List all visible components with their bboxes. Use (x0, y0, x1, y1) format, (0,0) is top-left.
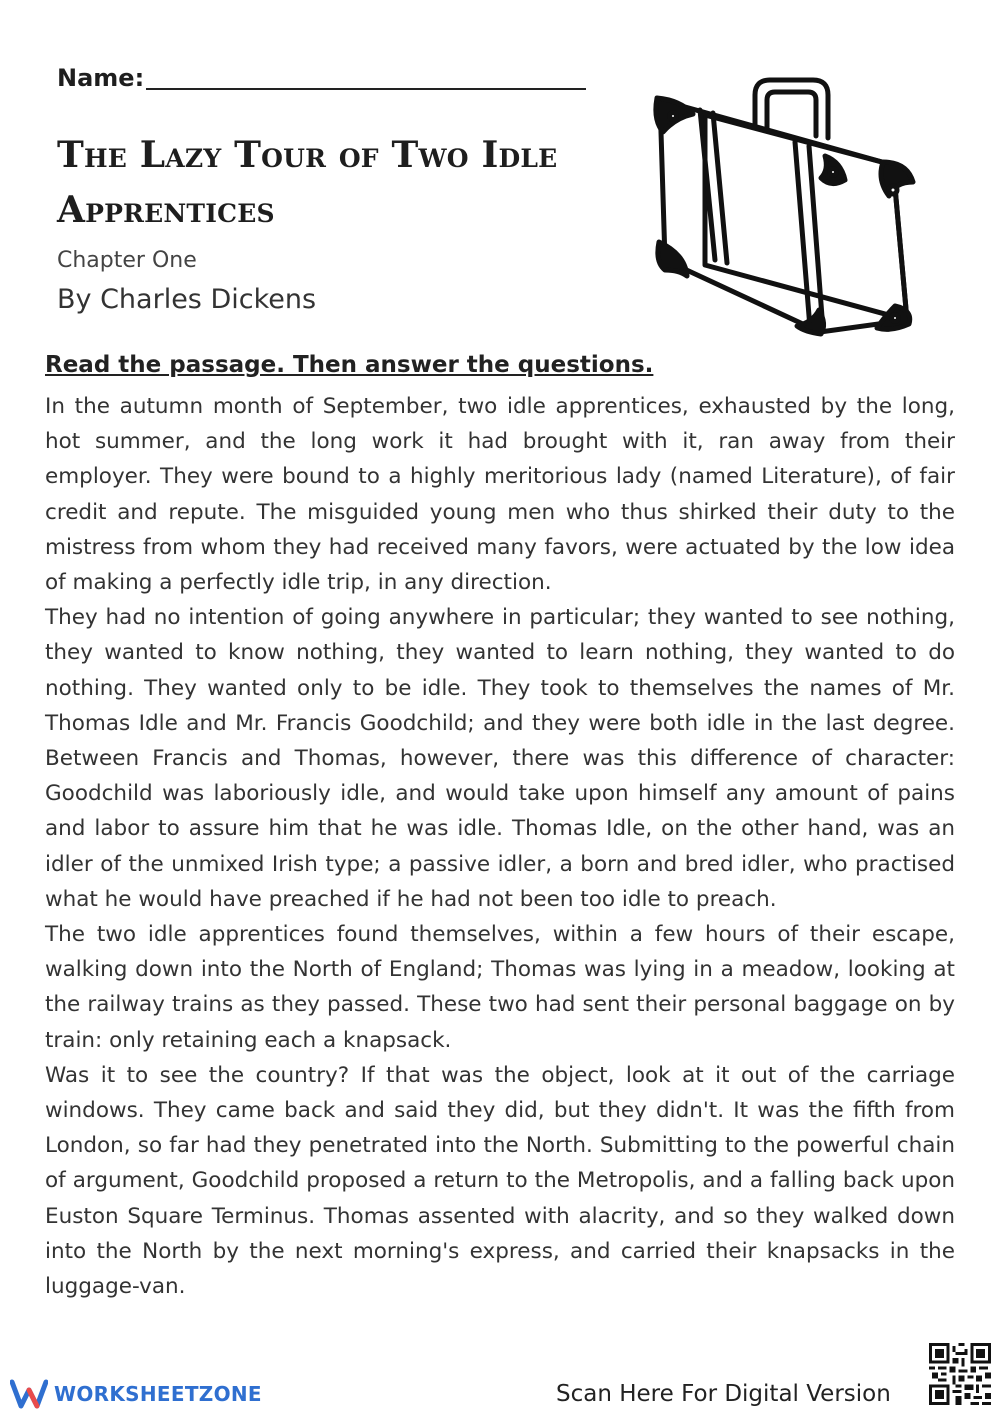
passage-paragraph: In the autumn month of September, two idle apprentices, exhausted by the long, hot summer, and the long work it had brought with it, ran away from their employer. They were bound to a highly meritorious lady (named Literature), of fair credit and repute. The misguided young men who thus shirked their duty to the mistress from whom they had received many favors, were actuated by the low idea of making a perfectly idle trip, in any direction. (45, 394, 955, 596)
passage-paragraph: The two idle apprentices found themselves, within a few hours of their escape, walking down into the North of England; Thomas was lying in a meadow, looking at the railway trains as they passed. These two had sent their personal baggage on by train: only retaining each a knapsack. (45, 922, 955, 1053)
suitcase-icon (645, 70, 925, 345)
qr-code-icon[interactable] (929, 1343, 991, 1405)
name-label: Name: (57, 64, 145, 92)
author-label: By Charles Dickens (57, 284, 317, 315)
page-title: The Lazy Tour of Two Idle Apprentices (57, 134, 558, 231)
brand-name: WORKSHEETZONE (54, 1382, 262, 1406)
brand-logo[interactable] (10, 1376, 262, 1412)
reading-passage (45, 389, 955, 1304)
name-blank-line[interactable] (146, 66, 586, 90)
scan-instruction: Scan Here For Digital Version (556, 1381, 891, 1407)
worksheetzone-logo-icon (10, 1378, 48, 1410)
chapter-label: Chapter One (57, 248, 197, 273)
passage-paragraph: They had no intention of going anywhere in particular; they wanted to see nothing, they wanted to know nothing, they wanted to learn nothing, they wanted to do nothing. They wanted only to be idle. They took to themselves the names of Mr. Thomas Idle and Mr. Francis Goodchild; and they were both idle in the last degree. Between Francis and Thomas, however, there was this difference of character: Goodchild was laboriously idle, and would take upon himself any amount of pains and labor to assure him that he was idle. Thomas Idle, on the other hand, was an idler of the unmixed Irish type; a passive idler, a born and bred idler, who practised what he would have preached if he had not been too idle to preach. (45, 605, 955, 912)
instructions: Read the passage. Then answer the questions. (45, 352, 654, 378)
passage-paragraph: Was it to see the country? If that was the object, look at it out of the carriage windows. They came back and said they did, but they didn't. It was the fifth from London, so far had they penetrated into the North. Submitting to the powerful chain of argument, Goodchild proposed a return to the Metropolis, and a falling back upon Euston Square Terminus. Thomas assented with alacrity, and so they walked down into the North by the next morning's express, and carried their knapsacks in the luggage-van. (45, 1062, 955, 1300)
name-field[interactable] (57, 64, 586, 92)
